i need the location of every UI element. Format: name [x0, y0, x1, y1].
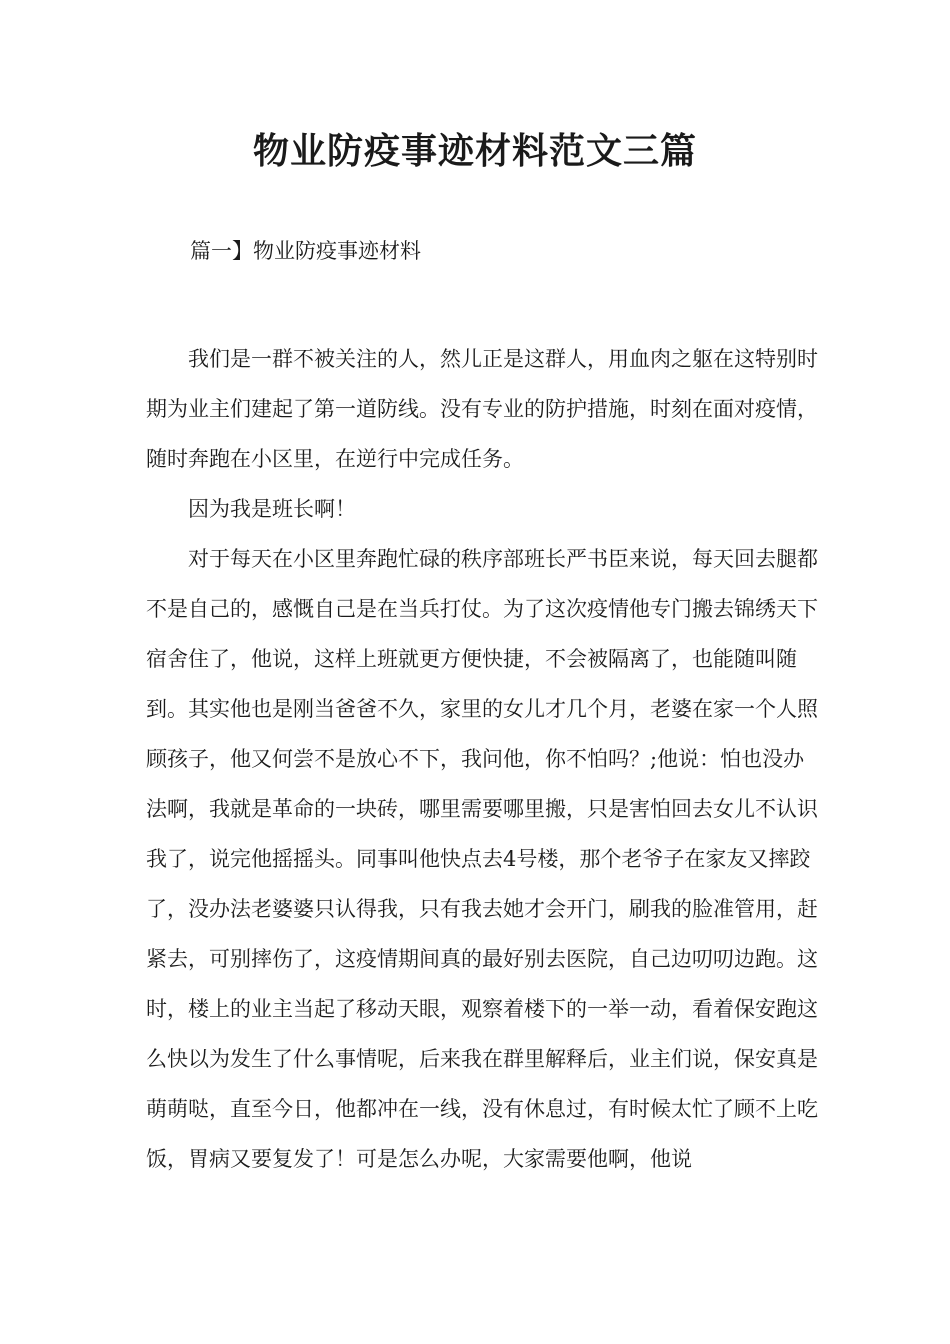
document-body: [146, 334, 818, 1184]
paragraph-1: 我们是一群不被关注的人，然儿正是这群人，用血肉之躯在这特别时期为业主们建起了第一道防线。没有专业的防护措施，时刻在面对疫情，随时奔跑在小区里，在逆行中完成任务。: [146, 347, 818, 471]
paragraph-3: 对于每天在小区里奔跑忙碌的秩序部班长严书臣来说，每天回去腿都不是自己的，感慨自己是在当兵打仗。为了这次疫情他专门搬去锦绣天下宿舍住了，他说，这样上班就更方便快捷，不会被隔离了，也能随叫随到。其实他也是刚当爸爸不久，家里的女儿才几个月，老婆在家一个人照顾孩子，他又何尝不是放心不下，我问他，你不怕吗？;他说：怕也没办法啊，我就是革命的一块砖，哪里需要哪里搬，只是害怕回去女儿不认识我了，说完他摇摇头。同事叫他快点去4号楼，那个老爷子在家友又摔跤了，没办法老婆婆只认得我，只有我去她才会开门，刷我的脸准管用，赶紧去，可别摔伤了，这疫情期间真的最好别去医院，自己边叨叨边跑。这时，楼上的业主当起了移动天眼，观察着楼下的一举一动，看着保安跑这么快以为发生了什么事情呢，后来我在群里解释后，业主们说，保安真是萌萌哒，直至今日，他都冲在一线，没有休息过，有时候太忙了顾不上吃饭，胃病又要复发了！可是怎么办呢，大家需要他啊，他说: [146, 547, 818, 1171]
section-heading: 篇一】物业防疫事迹材料: [190, 239, 421, 263]
paragraph-2: 因为我是班长啊！: [188, 497, 356, 521]
document-title: 物业防疫事迹材料范文三篇: [252, 130, 697, 172]
